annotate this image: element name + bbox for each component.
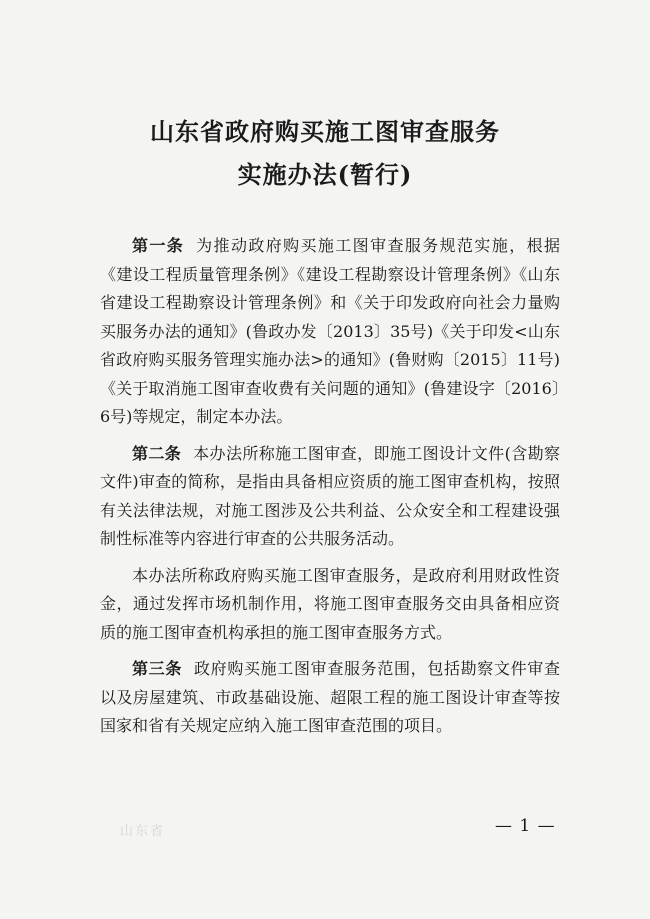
document-title-line1: 山东省政府购买施工图审查服务: [150, 117, 500, 146]
paragraph-article-2: [100, 440, 560, 554]
page-number: — 1 —: [495, 816, 556, 836]
paragraph-article-2-cont: [100, 562, 560, 648]
document-body: [100, 232, 560, 749]
bleed-through-text: 山东省: [120, 824, 166, 839]
article-heading: 第三条: [132, 659, 182, 678]
article-heading: 第一条: [132, 236, 185, 255]
article-heading: 第二条: [132, 443, 182, 463]
paragraph-text: 政府购买施工图审查服务范围，包括勘察文件审查以及房屋建筑、市政基础设施、超限工程的施工图设计审查等按国家和省有关规定应纳入施工图审查范围的项目。: [100, 659, 560, 735]
paragraph-article-1: [100, 232, 560, 432]
document-title-line2: 实施办法(暂行): [237, 160, 413, 189]
paragraph-article-3: [100, 655, 560, 741]
paragraph-text: 本办法所称施工图审查，即施工图设计文件(含勘察文件)审查的简称，是指由具备相应资质的施工图审查机构，按照有关法律法规，对施工图涉及公共利益、公众安全和工程建设强制性标准等内容进行审查的公共服务活动。: [100, 443, 560, 548]
paragraph-text: 本办法所称政府购买施工图审查服务，是政府利用财政性资金，通过发挥市场机制作用，将施工图审查服务交由具备相应资质的施工图审查机构承担的施工图审查服务方式。: [100, 565, 560, 642]
paragraph-text: 为推动政府购买施工图审查服务规范实施，根据《建设工程质量管理条例》《建设工程勘察设计管理条例》《山东省建设工程勘察设计管理条例》和《关于印发政府向社会力量购买服务办法的通知》(鲁政办发〔2013〕35号)《关于印发<山东省政府购买服务管理实施办法>的通知》(鲁财购〔2015〕11号)《关于取消施工图审查收费有关问题的通知》(鲁建设字〔2016〕6号)等规定，制定本办法。: [100, 236, 560, 426]
